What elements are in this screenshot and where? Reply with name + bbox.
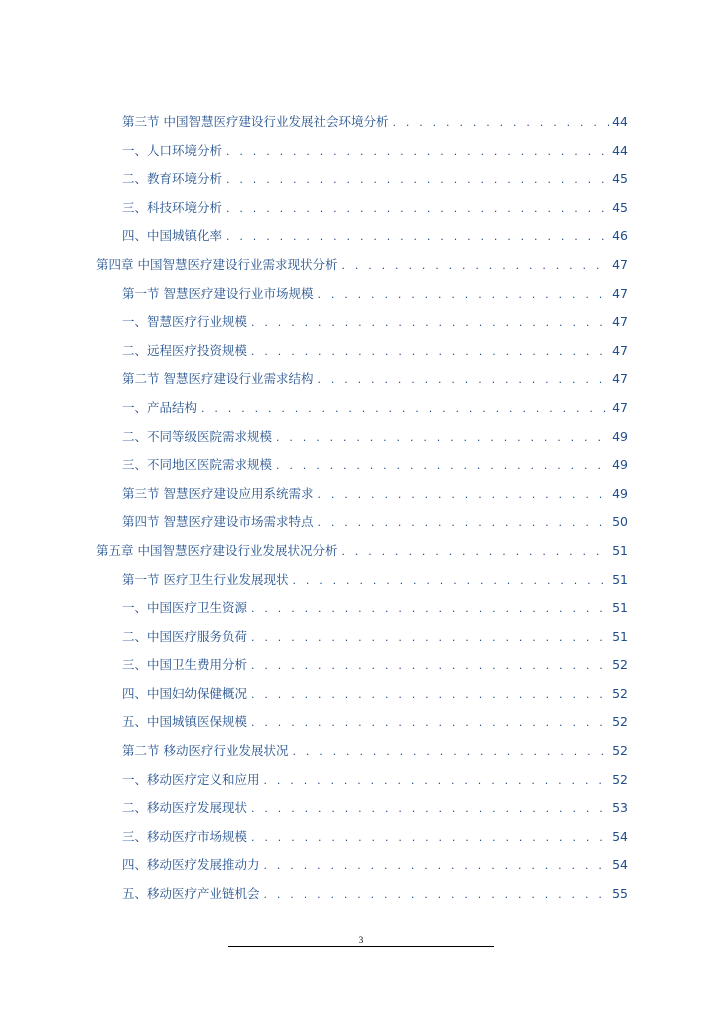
toc-entry-page: 46 [612,228,628,244]
toc-entry-page: 47 [612,371,628,387]
toc-entry-title: 第四节 智慧医疗建设市场需求特点 [122,514,314,530]
toc-entry-title: 一、产品结构 [122,399,198,415]
toc-entry-page: 47 [612,342,628,358]
toc-entry[interactable] [0,823,724,852]
dot-leader [251,652,609,680]
toc-entry-page: 51 [612,628,628,644]
toc-entry-title: 三、移动医疗市场规模 [122,828,248,844]
toc-entry[interactable] [0,851,724,880]
dot-leader [264,767,610,795]
toc-entry-title: 一、人口环境分析 [122,142,223,158]
toc-entry-title: 第一节 智慧医疗建设行业市场规模 [122,285,314,301]
toc-entry-title: 第三节 智慧医疗建设应用系统需求 [122,485,314,501]
toc-entry-title: 二、教育环境分析 [122,171,223,187]
toc-entry[interactable] [0,794,724,823]
dot-leader [276,452,609,480]
toc-entry[interactable] [0,280,724,309]
toc-entry[interactable] [0,423,724,452]
dot-leader [251,795,609,823]
toc-entry-page: 47 [612,256,628,272]
toc-entry-page: 44 [612,142,628,158]
toc-entry[interactable] [0,880,724,909]
toc-entry-page: 50 [612,514,628,530]
toc-entry-title: 五、移动医疗产业链机会 [122,886,260,902]
toc-entry[interactable] [0,337,724,366]
toc-entry-page: 52 [612,685,628,701]
toc-entry[interactable] [0,137,724,166]
dot-leader [201,395,609,423]
table-of-contents [0,108,724,909]
toc-entry-page: 53 [612,800,628,816]
toc-entry-title: 三、科技环境分析 [122,199,223,215]
toc-entry-title: 二、远程医疗投资规模 [122,342,248,358]
dot-leader [317,509,609,537]
toc-entry-page: 52 [612,657,628,673]
toc-entry-page: 47 [612,285,628,301]
toc-entry[interactable] [0,651,724,680]
toc-entry-page: 45 [612,171,628,187]
toc-entry-title: 一、移动医疗定义和应用 [122,771,260,787]
toc-entry[interactable] [0,194,724,223]
dot-leader [341,252,609,280]
dot-leader [251,709,609,737]
toc-entry[interactable] [0,537,724,566]
toc-entry[interactable] [0,394,724,423]
toc-entry-page: 49 [612,485,628,501]
toc-entry-page: 49 [612,457,628,473]
dot-leader [341,538,609,566]
dot-leader [226,138,609,166]
toc-entry-page: 54 [612,828,628,844]
toc-entry[interactable] [0,566,724,595]
toc-entry-page: 47 [612,314,628,330]
toc-entry[interactable] [0,365,724,394]
dot-leader [264,852,610,880]
toc-entry-title: 二、移动医疗发展现状 [122,800,248,816]
dot-leader [264,881,610,909]
toc-entry-page: 49 [612,428,628,444]
dot-leader [251,681,609,709]
dot-leader [317,366,609,394]
toc-entry-page: 51 [612,600,628,616]
toc-entry-title: 第二节 移动医疗行业发展状况 [122,743,289,759]
toc-entry[interactable] [0,251,724,280]
toc-entry-page: 51 [612,542,628,558]
dot-leader [392,109,609,137]
dot-leader [292,567,609,595]
toc-entry[interactable] [0,708,724,737]
toc-entry-page: 45 [612,199,628,215]
toc-entry-page: 54 [612,857,628,873]
toc-entry-title: 第一节 医疗卫生行业发展现状 [122,571,289,587]
page-number: 3 [358,935,364,945]
dot-leader [317,281,609,309]
dot-leader [251,624,609,652]
toc-entry-title: 二、不同等级医院需求规模 [122,428,273,444]
toc-entry-page: 52 [612,714,628,730]
toc-entry-title: 四、中国城镇化率 [122,228,223,244]
footer-rule [228,946,494,947]
toc-entry[interactable] [0,451,724,480]
toc-entry[interactable] [0,766,724,795]
toc-entry-title: 三、不同地区医院需求规模 [122,457,273,473]
toc-entry-title: 二、中国医疗服务负荷 [122,628,248,644]
toc-entry-title: 一、中国医疗卫生资源 [122,600,248,616]
toc-entry-title: 四、中国妇幼保健概况 [122,685,248,701]
dot-leader [276,424,609,452]
toc-entry-title: 三、中国卫生费用分析 [122,657,248,673]
toc-entry-title: 第四章 中国智慧医疗建设行业需求现状分析 [96,256,338,272]
toc-entry[interactable] [0,480,724,509]
dot-leader [251,338,609,366]
toc-entry-title: 第五章 中国智慧医疗建设行业发展状况分析 [96,542,338,558]
toc-entry[interactable] [0,623,724,652]
toc-entry[interactable] [0,594,724,623]
toc-entry-title: 第三节 中国智慧医疗建设行业发展社会环境分析 [122,114,389,129]
toc-entry-page: 51 [612,571,628,587]
toc-entry-page: 55 [612,886,628,902]
toc-entry[interactable] [0,737,724,766]
toc-entry[interactable] [0,508,724,537]
toc-entry[interactable] [0,108,724,137]
toc-entry[interactable] [0,165,724,194]
dot-leader [292,738,609,766]
toc-entry-title: 一、智慧医疗行业规模 [122,314,248,330]
toc-entry-page: 52 [612,743,628,759]
toc-entry-title: 五、中国城镇医保规模 [122,714,248,730]
toc-entry-title: 第二节 智慧医疗建设行业需求结构 [122,371,314,387]
toc-entry[interactable] [0,308,724,337]
toc-entry-page: 44 [612,114,628,129]
toc-entry[interactable] [0,222,724,251]
toc-entry[interactable] [0,680,724,709]
dot-leader [226,166,609,194]
dot-leader [226,195,609,223]
dot-leader [251,824,609,852]
dot-leader [226,223,609,251]
toc-entry-page: 47 [612,399,628,415]
dot-leader [251,595,609,623]
dot-leader [251,309,609,337]
dot-leader [317,481,609,509]
toc-entry-title: 四、移动医疗发展推动力 [122,857,260,873]
toc-entry-page: 52 [612,771,628,787]
